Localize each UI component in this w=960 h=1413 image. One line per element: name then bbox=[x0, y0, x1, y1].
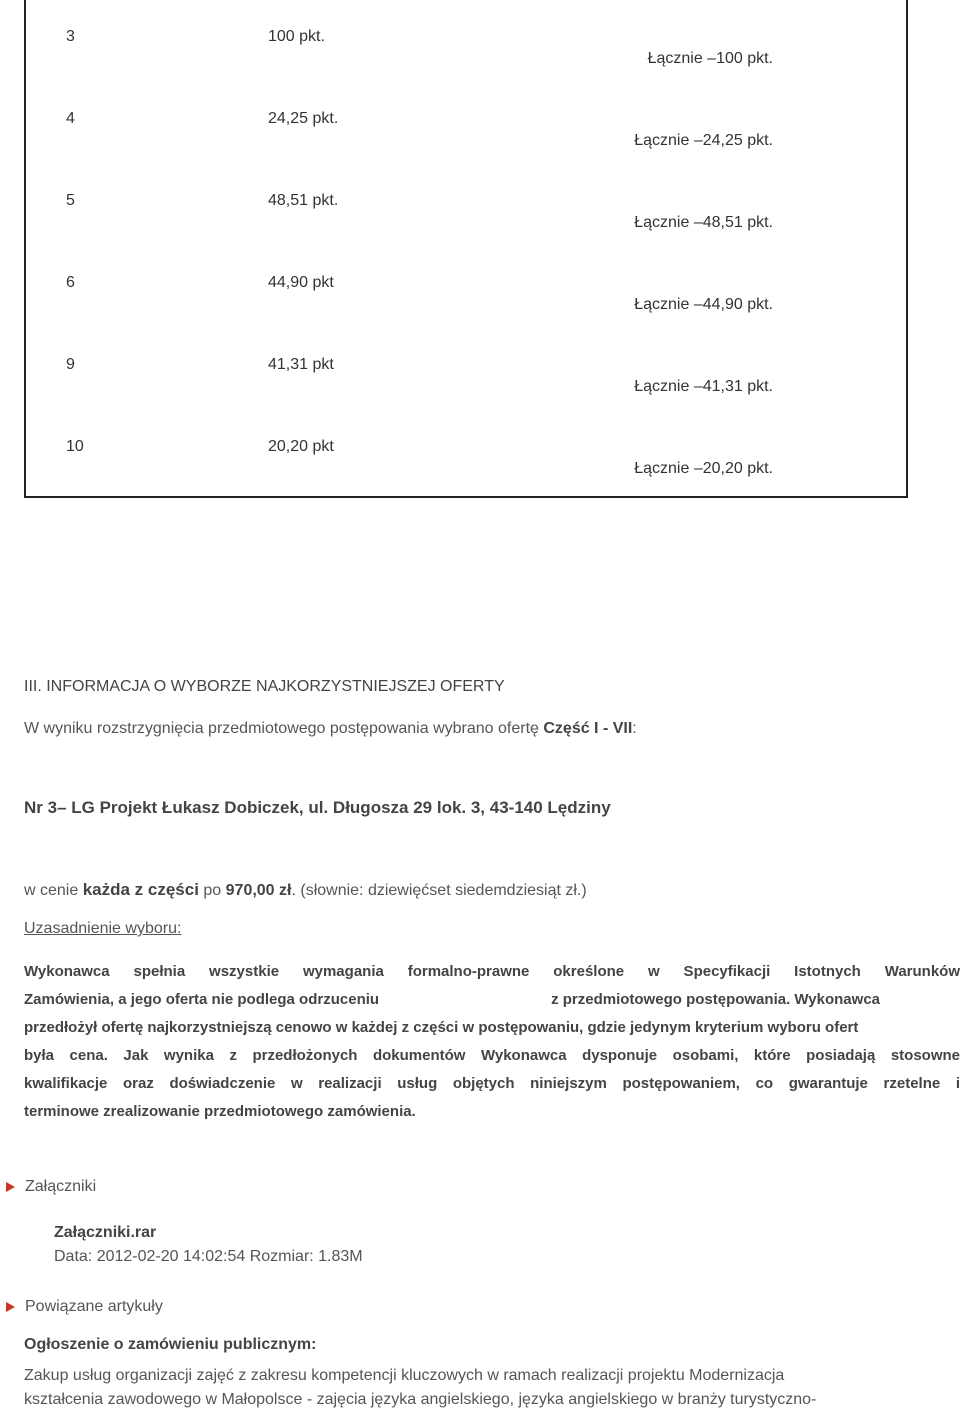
justification-line: Wykonawca spełnia wszystkie wymagania formalno-prawne określone w Specyfikacji Istotnych Warunków bbox=[24, 963, 960, 980]
offer-points: 100 pkt. bbox=[268, 28, 325, 45]
offer-number: 3 bbox=[66, 28, 75, 45]
score-table bbox=[24, 0, 908, 498]
table-row bbox=[26, 82, 906, 164]
related-article-title[interactable]: Ogłoszenie o zamówieniu publicznym: bbox=[24, 1336, 317, 1353]
offer-points: 20,20 pkt bbox=[268, 438, 334, 455]
intro-colon: : bbox=[632, 720, 637, 737]
justification-line: terminowe zrealizowanie przedmiotowego zamówienia. bbox=[24, 1103, 416, 1120]
justification-line-split bbox=[24, 986, 960, 1014]
offer-number: 4 bbox=[66, 110, 75, 127]
price-words: . (słownie: dziewięćset siedemdziesiąt zł.) bbox=[291, 882, 587, 899]
offer-number: 9 bbox=[66, 356, 75, 373]
attachment-meta: Data: 2012-02-20 14:02:54 Rozmiar: 1.83M bbox=[54, 1248, 363, 1265]
price-prefix: w cenie bbox=[24, 882, 83, 899]
table-row bbox=[26, 164, 906, 246]
justification-segment: z przedmiotowego postępowania. Wykonawca bbox=[551, 991, 881, 1008]
offer-total: Łącznie –41,31 pkt. bbox=[634, 378, 773, 395]
offer-number: 5 bbox=[66, 192, 75, 209]
offer-total: Łącznie –20,20 pkt. bbox=[634, 460, 773, 477]
offer-points: 48,51 pkt. bbox=[268, 192, 339, 209]
price-each: każda z części bbox=[82, 880, 199, 899]
offer-total: Łącznie –100 pkt. bbox=[647, 50, 773, 67]
related-desc-line: Zakup usług organizacji zajęć z zakresu kompetencji kluczowych w ramach realizacji projektu Modernizacja bbox=[24, 1367, 785, 1384]
justification-line: kwalifikacje oraz doświadczenie w realizacji usług objętych niniejszym postępowaniem, co gwarantuje rzetelne i bbox=[24, 1075, 960, 1092]
selection-intro bbox=[24, 720, 637, 738]
offer-number: 10 bbox=[66, 438, 84, 455]
offer-total: Łącznie –48,51 pkt. bbox=[634, 214, 773, 231]
parts-range: Część I - VII bbox=[543, 720, 633, 737]
attachment-link[interactable]: Załączniki.rar bbox=[54, 1224, 157, 1241]
related-article-desc[interactable] bbox=[24, 1364, 954, 1412]
table-row bbox=[26, 328, 906, 410]
attachments-heading-label: Załączniki bbox=[25, 1178, 97, 1195]
table-row bbox=[26, 410, 906, 492]
justification-segment: Zamówienia, a jego oferta nie podlega odrzuceniu bbox=[24, 991, 380, 1008]
arrow-right-icon bbox=[6, 1302, 15, 1312]
offer-points: 24,25 pkt. bbox=[268, 110, 339, 127]
section-title: III. INFORMACJA O WYBORZE NAJKORZYSTNIEJSZEJ OFERTY bbox=[24, 678, 505, 695]
arrow-right-icon bbox=[6, 1182, 15, 1192]
offer-number: 6 bbox=[66, 274, 75, 291]
price-info bbox=[24, 880, 587, 900]
price-value: 970,00 zł bbox=[225, 882, 292, 899]
related-heading-label: Powiązane artykuły bbox=[25, 1298, 163, 1315]
table-row bbox=[26, 246, 906, 328]
attachments-heading bbox=[6, 1178, 96, 1196]
offer-total: Łącznie –24,25 pkt. bbox=[634, 132, 773, 149]
related-desc-line: kształcenia zawodowego w Małopolsce - zajęcia języka angielskiego, języka angielskiego w branży turystyczno- bbox=[24, 1391, 817, 1408]
justification-text bbox=[24, 958, 960, 1126]
justification-line: przedłożył ofertę najkorzystniejszą cenowo w każdej z części w postępowaniu, gdzie jedynym kryterium wyboru ofert bbox=[24, 1019, 859, 1036]
related-heading bbox=[6, 1298, 163, 1316]
justification-label: Uzasadnienie wyboru: bbox=[24, 920, 182, 937]
offer-points: 41,31 pkt bbox=[268, 356, 334, 373]
price-po: po bbox=[198, 882, 226, 899]
intro-text: W wyniku rozstrzygnięcia przedmiotowego postępowania wybrano ofertę bbox=[24, 720, 544, 737]
table-row bbox=[26, 0, 906, 82]
offer-total: Łącznie –44,90 pkt. bbox=[634, 296, 773, 313]
justification-line: była cena. Jak wynika z przedłożonych dokumentów Wykonawca dysponuje osobami, które posiadają stosowne bbox=[24, 1047, 960, 1064]
offer-points: 44,90 pkt bbox=[268, 274, 334, 291]
winner-info: Nr 3– LG Projekt Łukasz Dobiczek, ul. Długosza 29 lok. 3, 43-140 Lędziny bbox=[24, 798, 611, 817]
